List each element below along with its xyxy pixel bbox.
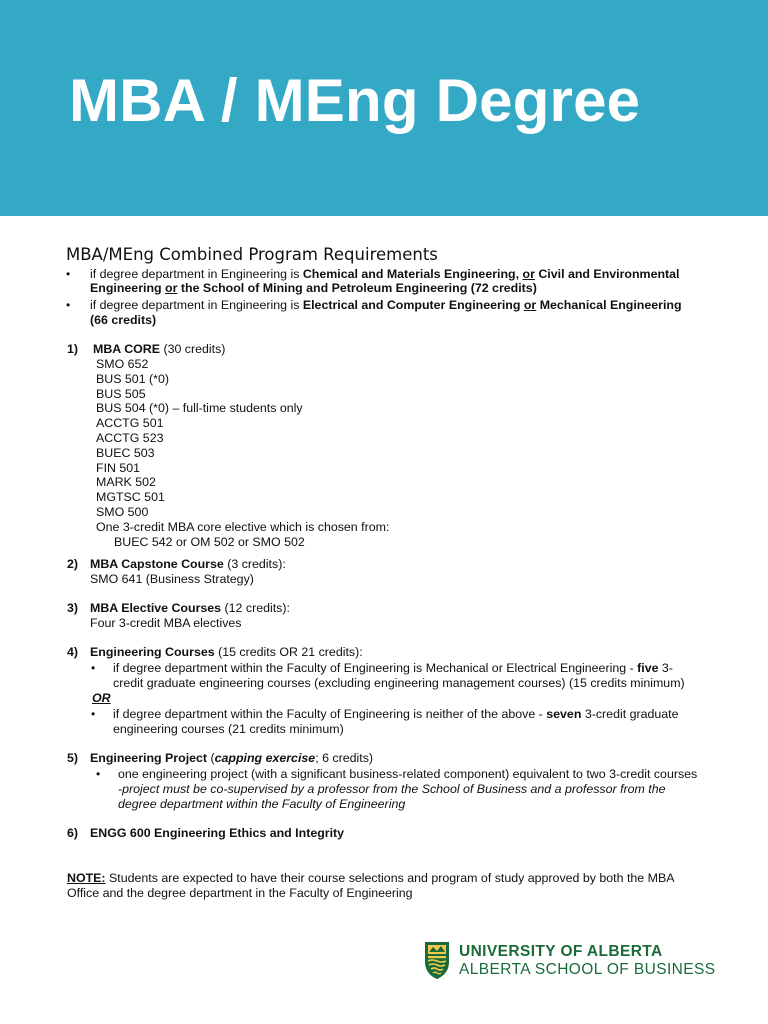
text: (30 credits): [160, 342, 226, 356]
intro-bullet-2-line-1: [90, 298, 682, 313]
text: Electrical and Computer Engineering: [302, 298, 524, 312]
section-number: 3): [67, 601, 79, 615]
section-number: 4): [67, 645, 79, 659]
course-item: MARK 502: [96, 475, 156, 489]
intro-bullet-2-line-2: (66 credits): [90, 313, 157, 327]
logo-university-name: UNIVERSITY OF ALBERTA: [459, 943, 663, 960]
section-1-title: [93, 342, 225, 357]
bullet-dot: •: [91, 661, 96, 675]
text: (15 credits OR 21 credits):: [214, 645, 363, 659]
text: (: [207, 751, 215, 765]
intro-bullet-1-line-2: [90, 281, 537, 296]
text: Engineering Project: [90, 751, 208, 765]
note-line-2: Office and the degree department in the Faculty of Engineering: [67, 886, 413, 900]
logo-school-name: ALBERTA SCHOOL OF BUSINESS: [459, 961, 716, 978]
bullet-dot: •: [91, 707, 96, 721]
text: MBA CORE: [93, 342, 160, 356]
text: five: [637, 661, 659, 675]
section-4-title: [90, 645, 363, 660]
section-2-detail: SMO 641 (Business Strategy): [90, 572, 254, 586]
section-5-title: [90, 751, 373, 766]
course-item: BUS 501 (*0): [96, 372, 170, 386]
bullet-dot: •: [66, 267, 71, 281]
text: MBA Elective Courses: [90, 601, 222, 615]
course-item: ACCTG 501: [96, 416, 164, 430]
text: seven: [546, 707, 582, 721]
crest-icon: [423, 940, 451, 980]
section-2-title: [90, 557, 286, 572]
page-title: MBA / MEng Degree: [69, 67, 641, 134]
course-item: MGTSC 501: [96, 490, 165, 504]
course-item: ACCTG 523: [96, 431, 164, 445]
text: Chemical and Materials Engineering,: [302, 267, 523, 281]
section-number: 5): [67, 751, 79, 765]
section-4-bullet-1-line-2: credit graduate engineering courses (excluding engineering management courses) (15 credits minimum): [113, 676, 685, 690]
text: or: [523, 298, 537, 312]
text: the School of Mining and Petroleum Engineering (72 credits): [177, 281, 537, 295]
title-banner: [0, 0, 768, 216]
course-item: BUS 505: [96, 387, 146, 401]
text: ; 6 credits): [315, 751, 374, 765]
note-line-1: [67, 871, 674, 886]
text: Engineering: [90, 281, 166, 295]
text: (12 credits):: [221, 601, 290, 615]
text: if degree department in Engineering is: [90, 298, 303, 312]
or-label: OR: [92, 691, 111, 705]
text: Students are expected to have their course selections and program of study approved by both the MBA: [105, 871, 675, 885]
text: MBA Capstone Course: [90, 557, 224, 571]
text: if degree department within the Faculty of Engineering is Mechanical or Electrical Engineering -: [113, 661, 638, 675]
section-number: 1): [67, 342, 79, 356]
section-number: 2): [67, 557, 79, 571]
section-5-note-line-2: degree department within the Faculty of Engineering: [118, 797, 406, 811]
course-item: SMO 652: [96, 357, 149, 371]
section-5-note-line-1: -project must be co-supervised by a professor from the School of Business and a professor from the: [118, 782, 666, 796]
text: Engineering Courses: [90, 645, 215, 659]
text: 3-credit graduate: [581, 707, 679, 721]
text: capping exercise: [214, 751, 316, 765]
text: (3 credits):: [223, 557, 286, 571]
section-4-bullet-1-line-1: [113, 661, 673, 676]
section-4-bullet-2-line-1: [113, 707, 679, 722]
course-item: BUEC 503: [96, 446, 155, 460]
bullet-dot: •: [66, 298, 71, 312]
text: 3-: [658, 661, 673, 675]
intro-bullet-1-line-1: [90, 267, 680, 282]
section-3-detail: Four 3-credit MBA electives: [90, 616, 242, 630]
section-4-bullet-2-line-2: engineering courses (21 credits minimum): [113, 722, 344, 736]
bullet-dot: •: [96, 767, 101, 781]
section-3-title: [90, 601, 290, 616]
text: Civil and Environmental: [534, 267, 680, 281]
section-heading: MBA/MEng Combined Program Requirements: [66, 245, 438, 264]
note-label: NOTE:: [67, 871, 106, 885]
text: or: [165, 281, 178, 295]
elective-options: BUEC 542 or OM 502 or SMO 502: [114, 535, 305, 549]
text: Mechanical Engineering: [536, 298, 682, 312]
text: if degree department in Engineering is: [90, 267, 303, 281]
text: if degree department within the Faculty of Engineering is neither of the above -: [113, 707, 547, 721]
section-number: 6): [67, 826, 79, 840]
course-item: FIN 501: [96, 461, 141, 475]
university-logo: [423, 940, 723, 982]
course-item: BUS 504 (*0) – full-time students only: [96, 401, 303, 415]
text: or: [522, 267, 535, 281]
section-5-bullet: one engineering project (with a significant business-related component) equivalent to two 3-credit courses: [118, 767, 698, 781]
section-6-title: ENGG 600 Engineering Ethics and Integrity: [90, 826, 345, 840]
course-item: SMO 500: [96, 505, 149, 519]
course-item: One 3-credit MBA core elective which is chosen from:: [96, 520, 390, 534]
